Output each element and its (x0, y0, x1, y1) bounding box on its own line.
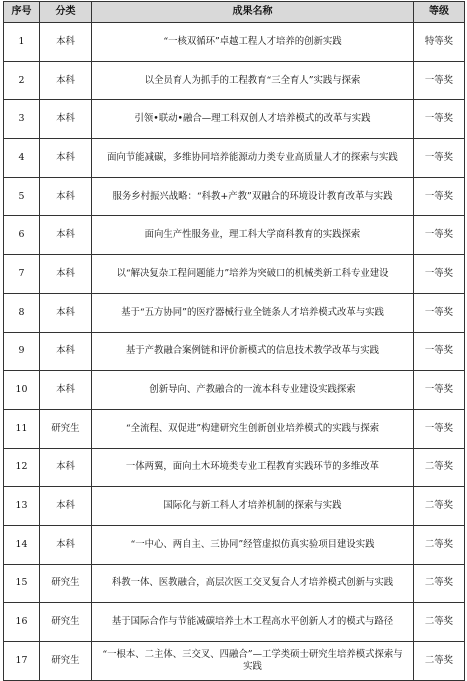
serial-number-cell: 11 (4, 409, 40, 448)
achievement-name-cell: 基于国际合作与节能减碳培养土木工程高水平创新人才的模式与路径 (92, 603, 414, 642)
category-cell: 本科 (40, 332, 92, 371)
achievement-name-cell: 引领•联动•融合—理工科双创人才培养模式的改革与实践 (92, 100, 414, 139)
serial-number-cell: 2 (4, 61, 40, 100)
category-cell: 本科 (40, 525, 92, 564)
grade-cell: 二等奖 (414, 603, 465, 642)
grade-cell: 一等奖 (414, 216, 465, 255)
grade-cell: 二等奖 (414, 448, 465, 487)
category-cell: 本科 (40, 100, 92, 139)
header-category: 分类 (40, 2, 92, 23)
header-grade: 等级 (414, 2, 465, 23)
category-cell: 本科 (40, 177, 92, 216)
serial-number-cell: 13 (4, 487, 40, 526)
achievement-name-cell: 以全员育人为抓手的工程教育“三全育人”实践与探索 (92, 61, 414, 100)
category-cell: 研究生 (40, 603, 92, 642)
serial-number-cell: 6 (4, 216, 40, 255)
category-cell: 本科 (40, 255, 92, 294)
category-cell: 本科 (40, 448, 92, 487)
table-row (4, 332, 465, 371)
grade-cell: 一等奖 (414, 371, 465, 410)
table-row (4, 525, 465, 564)
serial-number-cell: 5 (4, 177, 40, 216)
table-row (4, 255, 465, 294)
table-row (4, 293, 465, 332)
table-row (4, 61, 465, 100)
serial-number-cell: 3 (4, 100, 40, 139)
achievement-name-cell: “一核双循环”卓越工程人才培养的创新实践 (92, 23, 414, 62)
table-row (4, 216, 465, 255)
category-cell: 本科 (40, 139, 92, 178)
table-row (4, 23, 465, 62)
achievement-name-cell: 基于“五方协同”的医疗器械行业全链条人才培养模式改革与实践 (92, 293, 414, 332)
serial-number-cell: 9 (4, 332, 40, 371)
achievement-name-cell: “一根本、二主体、三交叉、四融合”—工学类硕士研究生培养模式探索与实践 (92, 642, 414, 681)
category-cell: 研究生 (40, 564, 92, 603)
category-cell: 本科 (40, 293, 92, 332)
table-row (4, 371, 465, 410)
achievement-name-cell: 服务乡村振兴战略：“科教+产教”双融合的环境设计教育改革与实践 (92, 177, 414, 216)
table-row (4, 564, 465, 603)
serial-number-cell: 16 (4, 603, 40, 642)
table-row (4, 642, 465, 681)
category-cell: 研究生 (40, 409, 92, 448)
achievement-name-cell: 以“解决复杂工程问题能力”培养为突破口的机械类新工科专业建设 (92, 255, 414, 294)
category-cell: 本科 (40, 61, 92, 100)
grade-cell: 一等奖 (414, 139, 465, 178)
serial-number-cell: 12 (4, 448, 40, 487)
serial-number-cell: 14 (4, 525, 40, 564)
grade-cell: 二等奖 (414, 525, 465, 564)
grade-cell: 一等奖 (414, 61, 465, 100)
category-cell: 研究生 (40, 642, 92, 681)
grade-cell: 二等奖 (414, 487, 465, 526)
serial-number-cell: 4 (4, 139, 40, 178)
serial-number-cell: 7 (4, 255, 40, 294)
serial-number-cell: 8 (4, 293, 40, 332)
grade-cell: 一等奖 (414, 100, 465, 139)
grade-cell: 一等奖 (414, 177, 465, 216)
table-row (4, 409, 465, 448)
achievement-name-cell: 面向节能减碳，多维协同培养能源动力类专业高质量人才的探索与实践 (92, 139, 414, 178)
serial-number-cell: 1 (4, 23, 40, 62)
achievement-name-cell: 基于产教融合案例链和评价新模式的信息技术教学改革与实践 (92, 332, 414, 371)
header-serial-number: 序号 (4, 2, 40, 23)
achievement-name-cell: 科教一体、医教融合，高层次医工交叉复合人才培养模式创新与实践 (92, 564, 414, 603)
awards-table (3, 1, 465, 681)
table-row (4, 487, 465, 526)
category-cell: 本科 (40, 371, 92, 410)
grade-cell: 特等奖 (414, 23, 465, 62)
achievement-name-cell: 面向生产性服务业，理工科大学商科教育的实践探索 (92, 216, 414, 255)
category-cell: 本科 (40, 216, 92, 255)
serial-number-cell: 15 (4, 564, 40, 603)
achievement-name-cell: 一体两翼，面向土木环境类专业工程教育实践环节的多维改革 (92, 448, 414, 487)
category-cell: 本科 (40, 487, 92, 526)
grade-cell: 一等奖 (414, 293, 465, 332)
table-row (4, 139, 465, 178)
grade-cell: 一等奖 (414, 409, 465, 448)
serial-number-cell: 10 (4, 371, 40, 410)
grade-cell: 一等奖 (414, 332, 465, 371)
grade-cell: 二等奖 (414, 564, 465, 603)
table-row (4, 448, 465, 487)
table-header-row (4, 2, 465, 23)
achievement-name-cell: “一中心、两自主、三协同”经管虚拟仿真实验项目建设实践 (92, 525, 414, 564)
table-row (4, 177, 465, 216)
achievement-name-cell: 国际化与新工科人才培养机制的探索与实践 (92, 487, 414, 526)
achievement-name-cell: 创新导向、产教融合的一流本科专业建设实践探索 (92, 371, 414, 410)
grade-cell: 二等奖 (414, 642, 465, 681)
table-row (4, 603, 465, 642)
table-row (4, 100, 465, 139)
category-cell: 本科 (40, 23, 92, 62)
header-achievement-name: 成果名称 (92, 2, 414, 23)
achievement-name-cell: “全流程、双促进”构建研究生创新创业培养模式的实践与探索 (92, 409, 414, 448)
grade-cell: 一等奖 (414, 255, 465, 294)
serial-number-cell: 17 (4, 642, 40, 681)
